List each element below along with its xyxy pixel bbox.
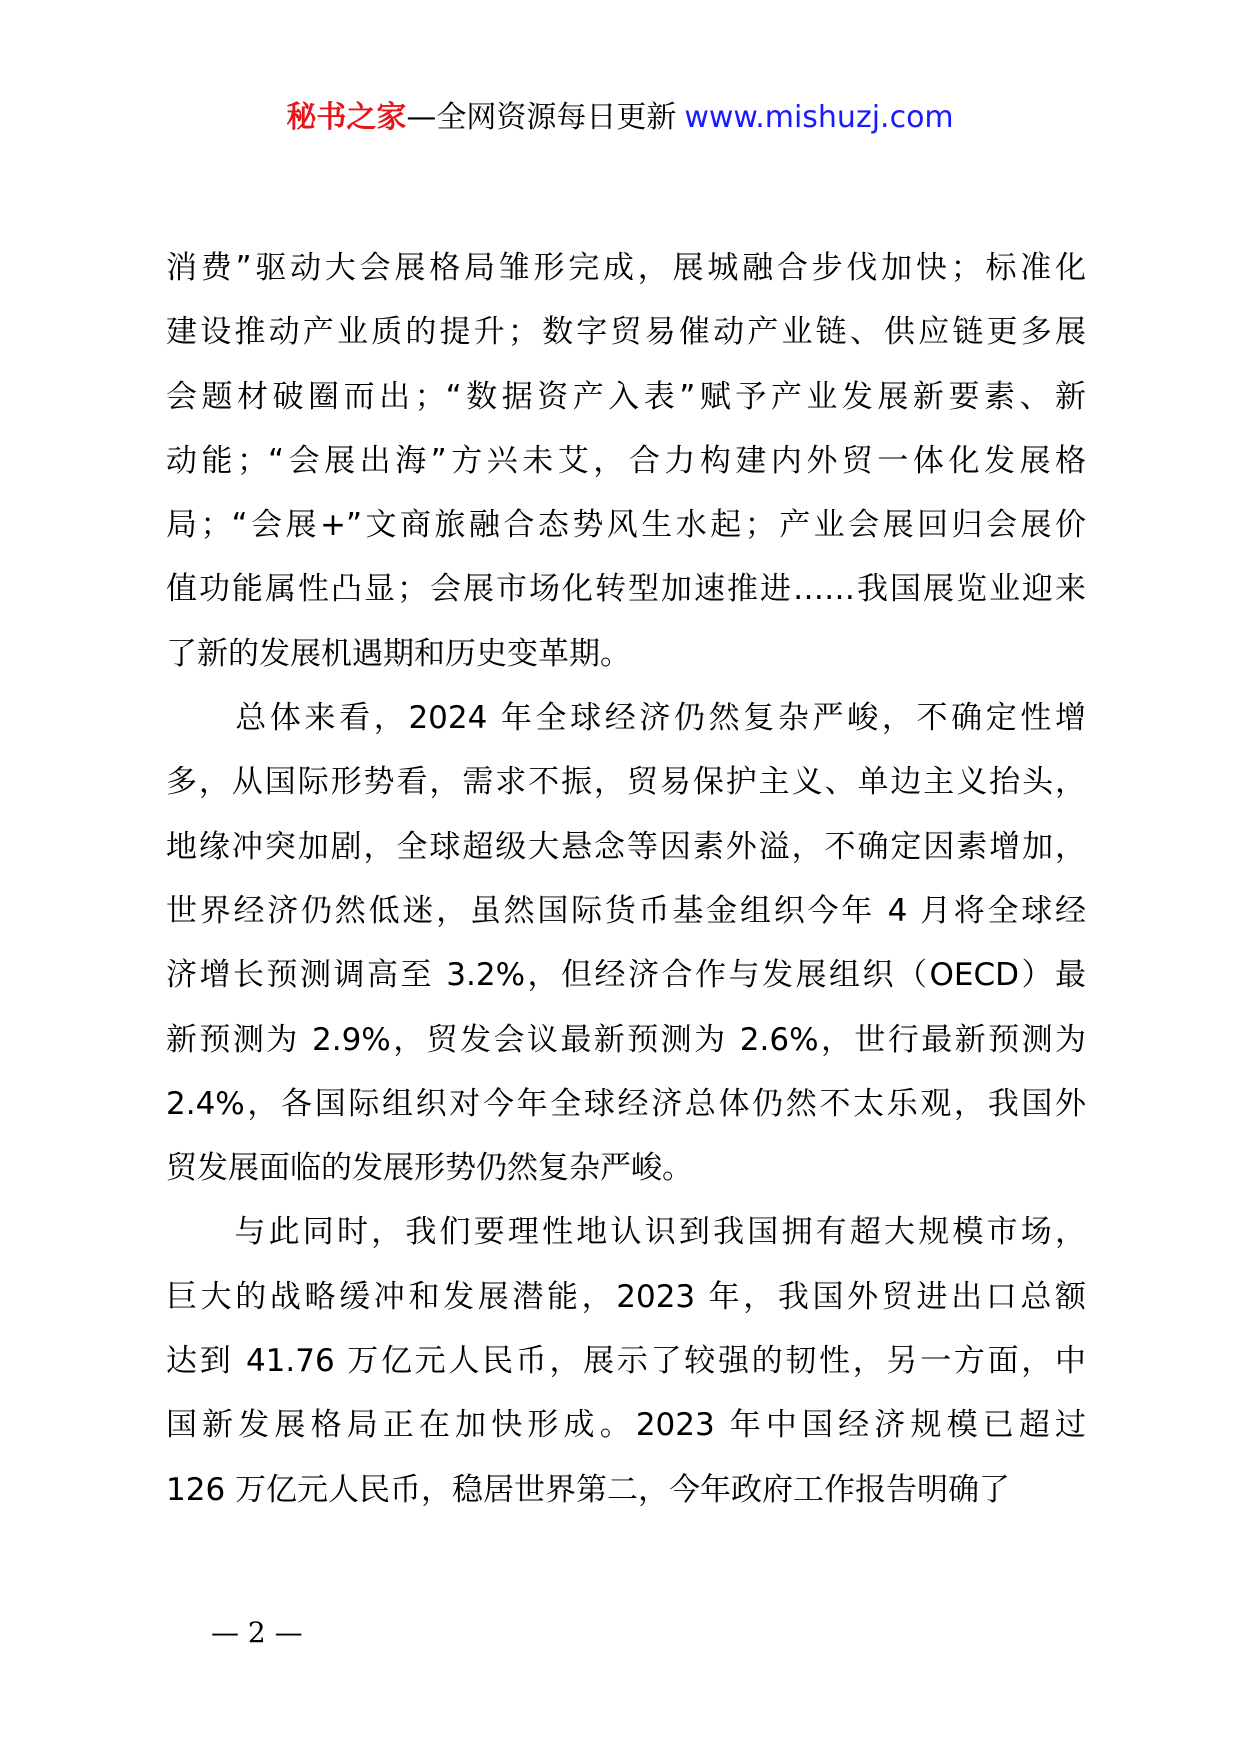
text-line: 地缘冲突加剧，全球超级大悬念等因素外溢，不确定因素增加， (166, 828, 1086, 865)
text-line: 达到 41.76 万亿元人民币，展示了较强的韧性，另一方面，中 (166, 1343, 1086, 1380)
text-line: 2.4%，各国际组织对今年全球经济总体仍然不太乐观，我国外 (166, 1085, 1086, 1122)
page-number: — 2 — (211, 1616, 303, 1649)
text-line: 贸发展面临的发展形势仍然复杂严峻。 (166, 1150, 693, 1187)
paragraph-1 (166, 236, 1086, 686)
site-slogan: —全网资源每日更新 (406, 100, 677, 135)
text-line: 动能；“会展出海”方兴未艾，合力构建内外贸一体化发展格 (166, 442, 1086, 479)
site-header (0, 98, 1240, 138)
text-line: 了新的发展机遇期和历史变革期。 (166, 635, 631, 672)
text-line: 与此同时，我们要理性地认识到我国拥有超大规模市场， (166, 1214, 1086, 1251)
text-line: 126 万亿元人民币，稳居世界第二，今年政府工作报告明确了 (166, 1471, 1011, 1508)
paragraph-3 (166, 1200, 1086, 1521)
text-line: 总体来看，2024 年全球经济仍然复杂严峻，不确定性增 (166, 700, 1086, 737)
text-line: 巨大的战略缓冲和发展潜能，2023 年，我国外贸进出口总额 (166, 1278, 1086, 1315)
text-line: 国新发展格局正在加快形成。2023 年中国经济规模已超过 (166, 1407, 1086, 1444)
text-line: 局；“会展+”文商旅融合态势风生水起；产业会展回归会展价 (166, 507, 1086, 544)
text-line: 济增长预测调高至 3.2%，但经济合作与发展组织（OECD）最 (166, 957, 1086, 994)
text-line: 消费”驱动大会展格局雏形完成，展城融合步伐加快；标准化 (166, 250, 1086, 286)
site-url-link[interactable]: www.mishuzj.com (684, 100, 954, 135)
text-line: 多，从国际形势看，需求不振，贸易保护主义、单边主义抬头， (166, 764, 1086, 801)
text-line: 世界经济仍然低迷，虽然国际货币基金组织今年 4 月将全球经 (166, 892, 1086, 929)
paragraph-2 (166, 686, 1086, 1200)
text-line: 值功能属性凸显；会展市场化转型加速推进……我国展览业迎来 (166, 571, 1086, 608)
text-line: 会题材破圈而出；“数据资产入表”赋予产业发展新要素、新 (166, 378, 1086, 415)
text-line: 新预测为 2.9%，贸发会议最新预测为 2.6%，世行最新预测为 (166, 1021, 1086, 1058)
text-line: 建设推动产业质的提升；数字贸易催动产业链、供应链更多展 (166, 314, 1086, 351)
document-body (166, 236, 1086, 1522)
site-brand: 秘书之家 (286, 100, 407, 135)
